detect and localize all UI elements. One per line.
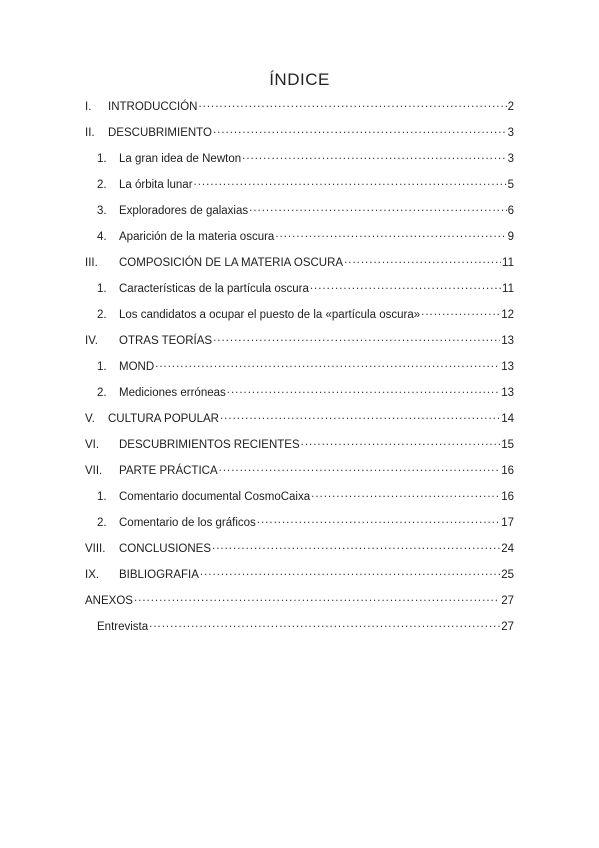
toc-entry-page: 11 bbox=[502, 283, 514, 295]
toc-entry-number: 2. bbox=[97, 517, 107, 529]
toc-entry-number: VII. bbox=[85, 465, 103, 477]
toc-entry-page: 24 bbox=[501, 543, 514, 555]
toc-entry-page: 13 bbox=[501, 335, 514, 347]
toc-entry-page: 27 bbox=[501, 595, 514, 607]
toc-entry-parte-practica[interactable] bbox=[85, 463, 514, 479]
toc-entry-label: La gran idea de Newton bbox=[119, 153, 242, 165]
toc-dot-leader bbox=[213, 330, 500, 346]
toc-entry-label: INTRODUCCIÓN bbox=[108, 101, 198, 113]
toc-entry-label: Mediciones erróneas bbox=[119, 387, 226, 399]
toc-dot-leader bbox=[242, 148, 506, 164]
toc-dot-leader bbox=[421, 304, 500, 320]
toc-entry-page: 14 bbox=[501, 413, 514, 425]
toc-entry-number: IX. bbox=[85, 569, 100, 581]
toc-entry-number: VI. bbox=[85, 439, 100, 451]
toc-entry-page: 3 bbox=[507, 153, 514, 165]
toc-entry-comentario-documental[interactable] bbox=[97, 489, 514, 505]
toc-entry-label: CONCLUSIONES bbox=[119, 543, 212, 555]
toc-dot-leader bbox=[301, 434, 501, 450]
toc-entry-number: IV. bbox=[85, 335, 99, 347]
toc-entry-conclusiones[interactable] bbox=[85, 541, 514, 557]
toc-entry-label: DESCUBRIMIENTOS RECIENTES bbox=[119, 439, 300, 451]
toc-entry-page: 13 bbox=[501, 361, 514, 373]
toc-entry-anexos[interactable] bbox=[85, 593, 514, 609]
toc-entry-entrevista[interactable] bbox=[97, 619, 514, 635]
toc-entry-label: Aparición de la materia oscura bbox=[119, 231, 275, 243]
toc-entry-number: 1. bbox=[97, 283, 107, 295]
toc-entry-caracteristicas-particula[interactable] bbox=[97, 281, 514, 297]
toc-entry-label: Entrevista bbox=[97, 621, 149, 633]
toc-entry-candidatos-particula[interactable] bbox=[97, 307, 514, 323]
toc-entry-bibliografia[interactable] bbox=[85, 567, 514, 583]
toc-entry-page: 11 bbox=[502, 257, 514, 269]
toc-entry-page: 17 bbox=[501, 517, 514, 529]
toc-entry-page: 13 bbox=[501, 387, 514, 399]
toc-entry-page: 5 bbox=[507, 179, 514, 191]
toc-entry-descubrimientos-recientes[interactable] bbox=[85, 437, 514, 453]
toc-dot-leader bbox=[213, 122, 507, 138]
toc-entry-label: OTRAS TEORÍAS bbox=[119, 335, 213, 347]
toc-entry-page: 16 bbox=[501, 465, 514, 477]
toc-dot-leader bbox=[275, 226, 506, 242]
toc-entry-page: 3 bbox=[507, 127, 514, 139]
toc-entry-number: VIII. bbox=[85, 543, 106, 555]
toc-dot-leader bbox=[212, 538, 500, 554]
toc-entry-number: 3. bbox=[97, 205, 107, 217]
toc-entry-number: 1. bbox=[97, 491, 107, 503]
toc-entry-page: 15 bbox=[501, 439, 514, 451]
toc-entry-page: 9 bbox=[507, 231, 514, 243]
toc-entry-number: 1. bbox=[97, 153, 107, 165]
toc-entry-label: PARTE PRÁCTICA bbox=[119, 465, 218, 477]
toc-dot-leader bbox=[344, 252, 501, 268]
toc-entry-label: CULTURA POPULAR bbox=[108, 413, 219, 425]
toc-entry-page: 16 bbox=[501, 491, 514, 503]
toc-entry-number: 2. bbox=[97, 387, 107, 399]
toc-entry-page: 27 bbox=[501, 621, 514, 633]
toc-entry-mediciones-erroneas[interactable] bbox=[97, 385, 514, 401]
toc-entry-label: La órbita lunar bbox=[119, 179, 193, 191]
toc-entry-number: 2. bbox=[97, 309, 107, 321]
toc-dot-leader bbox=[134, 590, 500, 606]
toc-dot-leader bbox=[257, 512, 500, 528]
toc-dot-leader bbox=[155, 356, 500, 372]
toc-entry-introduccion[interactable] bbox=[85, 99, 514, 115]
toc-entry-label: DESCUBRIMIENTO bbox=[108, 127, 212, 139]
toc-entry-label: Los candidatos a ocupar el puesto de la «partícula oscura» bbox=[119, 309, 421, 321]
toc-entry-number: I. bbox=[85, 101, 92, 113]
toc-entry-cultura-popular[interactable] bbox=[85, 411, 514, 427]
toc-entry-otras-teorias[interactable] bbox=[85, 333, 514, 349]
toc-dot-leader bbox=[198, 96, 506, 112]
toc-entry-label: MOND bbox=[119, 361, 155, 373]
toc-entry-number: 2. bbox=[97, 179, 107, 191]
toc-entry-label: Exploradores de galaxias bbox=[119, 205, 249, 217]
toc-entry-number: III. bbox=[85, 257, 98, 269]
toc-entry-descubrimiento[interactable] bbox=[85, 125, 514, 141]
toc-entry-number: 1. bbox=[97, 361, 107, 373]
toc-entry-page: 2 bbox=[507, 101, 514, 113]
index-title: ÍNDICE bbox=[269, 70, 330, 89]
toc-entry-page: 12 bbox=[501, 309, 514, 321]
toc-entry-page: 6 bbox=[507, 205, 514, 217]
toc-entry-orbita-lunar[interactable] bbox=[97, 177, 514, 193]
toc-entry-comentario-graficos[interactable] bbox=[97, 515, 514, 531]
toc-entry-label: COMPOSICIÓN DE LA MATERIA OSCURA bbox=[119, 257, 344, 269]
toc-dot-leader bbox=[227, 382, 500, 398]
toc-entry-mond[interactable] bbox=[97, 359, 514, 375]
toc-entry-number: 4. bbox=[97, 231, 107, 243]
toc-entry-label: Comentario de los gráficos bbox=[119, 517, 256, 529]
toc-entry-composicion-materia-oscura[interactable] bbox=[85, 255, 514, 271]
toc-entry-label: BIBLIOGRAFIA bbox=[119, 569, 199, 581]
toc-dot-leader bbox=[194, 174, 507, 190]
toc-dot-leader bbox=[310, 278, 501, 294]
toc-entry-label: Características de la partícula oscura bbox=[119, 283, 309, 295]
toc-entry-number: II. bbox=[85, 127, 95, 139]
toc-dot-leader bbox=[220, 408, 500, 424]
toc-dot-leader bbox=[200, 564, 500, 580]
toc-dot-leader bbox=[311, 486, 500, 502]
toc-entry-label: Comentario documental CosmoCaixa bbox=[119, 491, 311, 503]
toc-entry-gran-idea-newton[interactable] bbox=[97, 151, 514, 167]
toc-dot-leader bbox=[149, 616, 500, 632]
toc-entry-aparicion-materia-oscura[interactable] bbox=[97, 229, 514, 245]
toc-entry-number: V. bbox=[85, 413, 95, 425]
toc-entry-label: ANEXOS bbox=[85, 595, 133, 607]
toc-dot-leader bbox=[219, 460, 501, 476]
toc-entry-page: 25 bbox=[501, 569, 514, 581]
toc-dot-leader bbox=[249, 200, 506, 216]
toc-entry-exploradores-galaxias[interactable] bbox=[97, 203, 514, 219]
